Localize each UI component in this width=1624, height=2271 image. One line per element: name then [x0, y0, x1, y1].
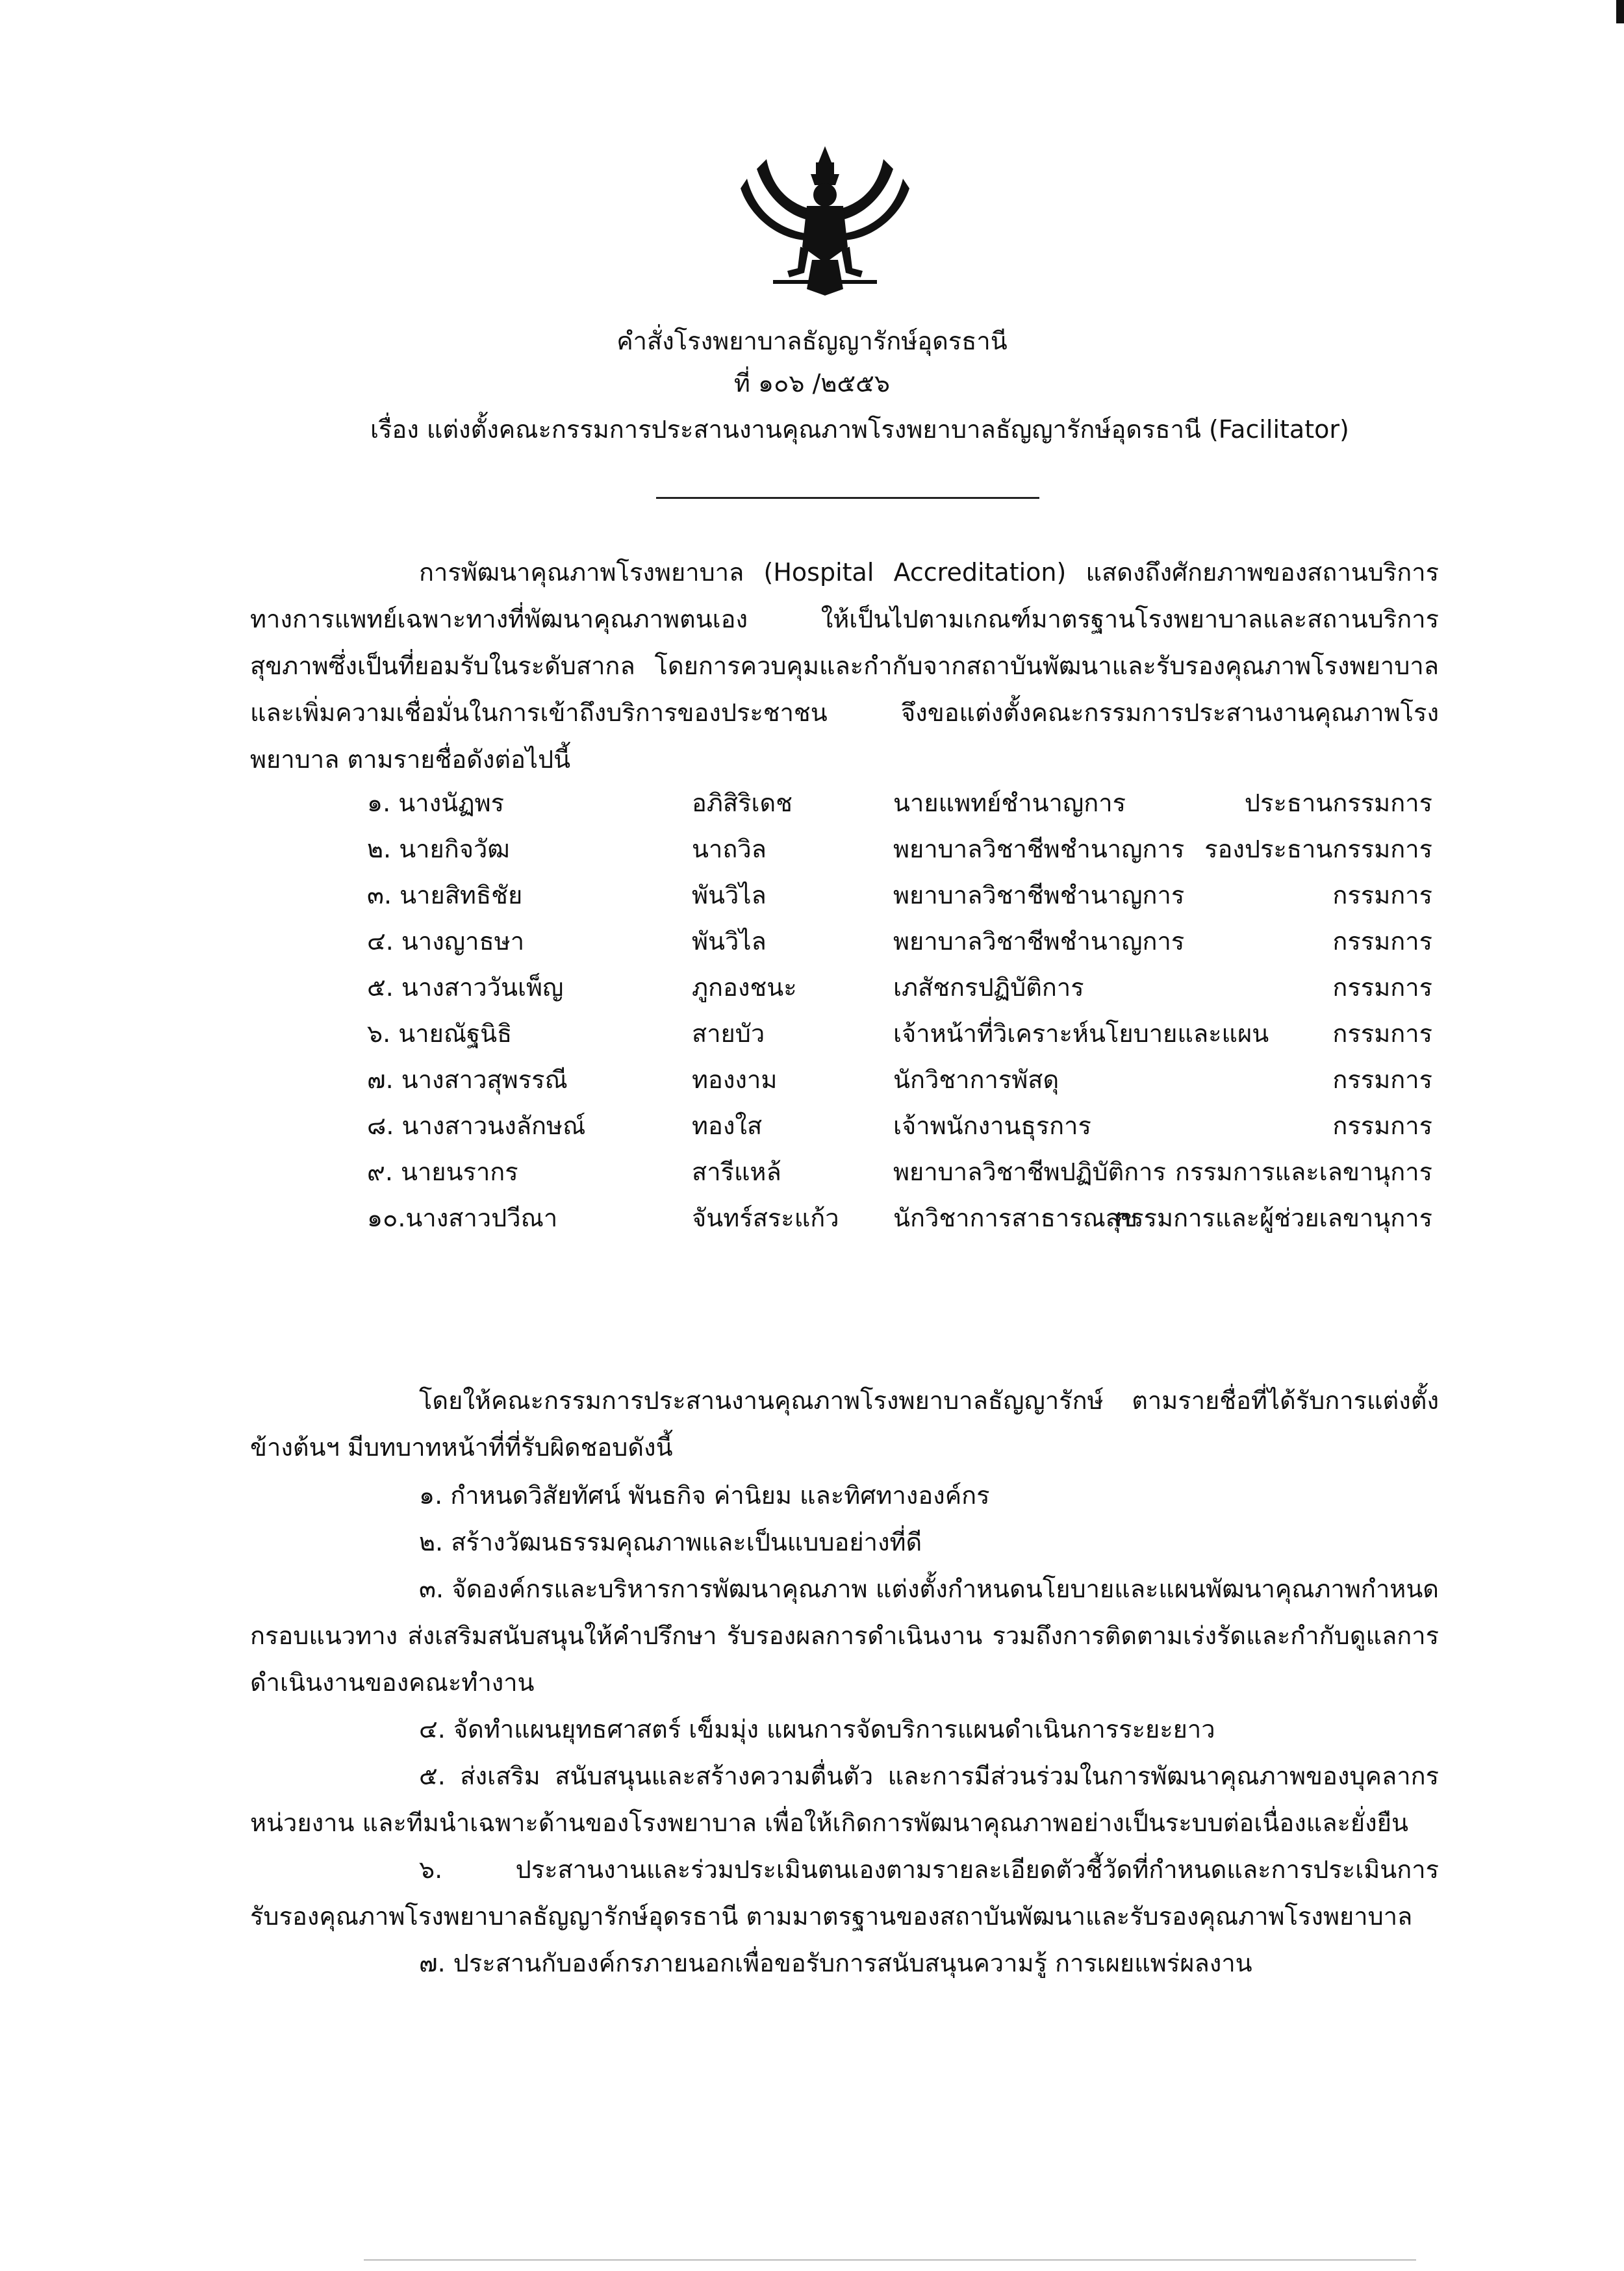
intro-paragraph — [250, 549, 1439, 783]
member-position: นายแพทย์ชำนาญการ — [893, 789, 1126, 817]
member-surname: ทองงาม — [692, 1065, 778, 1094]
member-surname: พันวิไล — [692, 927, 767, 956]
member-surname: จันทร์สระแก้ว — [692, 1204, 839, 1232]
member-role: กรรมการ — [1332, 1065, 1432, 1094]
member-role: กรรมการ — [1332, 1019, 1432, 1048]
duty-item: ๔. จัดทำแผนยุทธศาสตร์ เข็มมุ่ง แผนการจัดบริการแผนดำเนินการระยะยาว — [419, 1715, 1215, 1744]
member-name: ๔. นางญาธษา — [367, 927, 525, 956]
duty-item: ๒. สร้างวัฒนธรรมคุณภาพและเป็นแบบอย่างที่ดี — [419, 1528, 922, 1556]
header-divider — [656, 497, 1039, 499]
member-role: กรรมการ — [1332, 881, 1432, 909]
member-position: เจ้าพนักงานธุรการ — [893, 1111, 1091, 1140]
member-surname: พันวิไล — [692, 881, 767, 909]
member-position: พยาบาลวิชาชีพชำนาญการ — [893, 927, 1185, 956]
intro-text: การพัฒนาคุณภาพโรงพยาบาล (Hospital Accreditation) แสดงถึงศักยภาพของสถานบริการทางการแพทย์เฉพาะทางที่พัฒนาคุณภาพตนเอง ให้เป็นไปตามเกณฑ์มาตรฐานโรงพยาบาลและสถานบริการสุขภาพซึ่งเป็นที่ยอมรับในระดับสากล โดยการควบคุมและกำกับจากสถาบันพัฒนาและรับรองคุณภาพโรงพยาบาล และเพิ่มความเชื่อมั่นในการเข้าถึงบริการของประชาชน จึงขอแต่งตั้งคณะกรรมการประสานงานคุณภาพโรงพยาบาล ตามรายชื่อดังต่อไปนี้ — [250, 558, 1439, 774]
member-name: ๙. นายนรากร — [367, 1158, 518, 1186]
duty-item: ๗. ประสานกับองค์กรภายนอกเพื่อขอรับการสนับสนุนความรู้ การเผยแพร่ผลงาน — [419, 1949, 1252, 1977]
member-surname: นาถวิล — [692, 835, 767, 863]
member-role: ประธานกรรมการ — [1244, 789, 1432, 817]
member-position: พยาบาลวิชาชีพปฏิบัติการ — [893, 1158, 1166, 1186]
member-role: กรรมการและผู้ช่วยเลขานุการ — [1115, 1204, 1432, 1232]
member-position: นักวิชาการสาธารณสุข — [893, 1204, 1138, 1232]
member-position: พยาบาลวิชาชีพชำนาญการ — [893, 881, 1185, 909]
order-number: ที่ ๑๐๖ /๒๕๕๖ — [733, 369, 891, 398]
member-name: ๑๐.นางสาวปวีณา — [367, 1204, 558, 1232]
member-name: ๒. นายกิจวัฒ — [367, 835, 510, 863]
scan-edge-mark — [1616, 0, 1624, 23]
member-position: เจ้าหน้าที่วิเคราะห์นโยบายและแผน — [893, 1019, 1269, 1048]
member-role: กรรมการ — [1332, 1111, 1432, 1140]
member-name: ๑. นางนัฏพร — [367, 789, 505, 817]
duty-item: ๕. ส่งเสริม สนับสนุนและสร้างความตื่นตัว และการมีส่วนร่วมในการพัฒนาคุณภาพของบุคลากรหน่วยงาน และทีมนำเฉพาะด้านของโรงพยาบาล เพื่อให้เกิดการพัฒนาคุณภาพอย่างเป็นระบบต่อเนื่องและยั่งยืน — [250, 1762, 1439, 1837]
member-surname: ทองใส — [692, 1111, 763, 1140]
order-subject: เรื่อง แต่งตั้งคณะกรรมการประสานงานคุณภาพโรงพยาบาลธัญญารักษ์อุดรธานี (Facilitator) — [370, 415, 1349, 444]
member-role: กรรมการ — [1332, 973, 1432, 1002]
scan-bottom-line — [364, 2259, 1416, 2261]
member-surname: สายบัว — [692, 1019, 765, 1048]
member-surname: ภูกองชนะ — [692, 973, 797, 1002]
member-position: นักวิชาการพัสดุ — [893, 1065, 1059, 1094]
member-position: เภสัชกรปฏิบัติการ — [893, 973, 1084, 1002]
duty-item: ๑. กำหนดวิสัยทัศน์ พันธกิจ ค่านิยม และทิศทางองค์กร — [419, 1481, 990, 1510]
member-role: กรรมการและเลขานุการ — [1174, 1158, 1432, 1186]
garuda-emblem — [728, 133, 922, 302]
member-role: กรรมการ — [1332, 927, 1432, 956]
member-surname: สารีแหล้ — [692, 1158, 781, 1186]
member-name: ๘. นางสาวนงลักษณ์ — [367, 1111, 586, 1140]
member-name: ๗. นางสาวสุพรรณี — [367, 1065, 568, 1094]
duty-item: ๓. จัดองค์กรและบริหารการพัฒนาคุณภาพ แต่งตั้งกำหนดนโยบายและแผนพัฒนาคุณภาพกำหนดกรอบแนวทาง ส่งเสริมสนับสนุนให้คำปรึกษา รับรองผลการดำเนินงาน รวมถึงการติดตามเร่งรัดและกำกับดูแลการดำเนินงานของคณะทำงาน — [250, 1575, 1439, 1697]
duty-item: ๖. ประสานงานและร่วมประเมินตนเองตามรายละเอียดตัวชี้วัดที่กำหนดและการประเมินการรับรองคุณภาพโรงพยาบาลธัญญารักษ์อุดรธานี ตามมาตรฐานของสถาบันพัฒนาและรับรองคุณภาพโรงพยาบาล — [250, 1855, 1439, 1931]
member-name: ๖. นายณัฐนิธิ — [367, 1019, 513, 1048]
member-surname: อภิสิริเดช — [692, 789, 793, 817]
duties-intro: โดยให้คณะกรรมการประสานงานคุณภาพโรงพยาบาลธัญญารักษ์ ตามรายชื่อที่ได้รับการแต่งตั้งข้างต้นฯ มีบทบาทหน้าที่ที่รับผิดชอบดังนี้ — [250, 1386, 1439, 1462]
member-name: ๓. นายสิทธิชัย — [367, 881, 523, 909]
duties-section — [250, 1377, 1439, 1986]
member-name: ๕. นางสาววันเพ็ญ — [367, 973, 564, 1002]
order-title: คำสั่งโรงพยาบาลธัญญารักษ์อุดรธานี — [616, 327, 1008, 355]
member-role: รองประธานกรรมการ — [1204, 835, 1432, 863]
member-position: พยาบาลวิชาชีพชำนาญการ — [893, 835, 1185, 863]
